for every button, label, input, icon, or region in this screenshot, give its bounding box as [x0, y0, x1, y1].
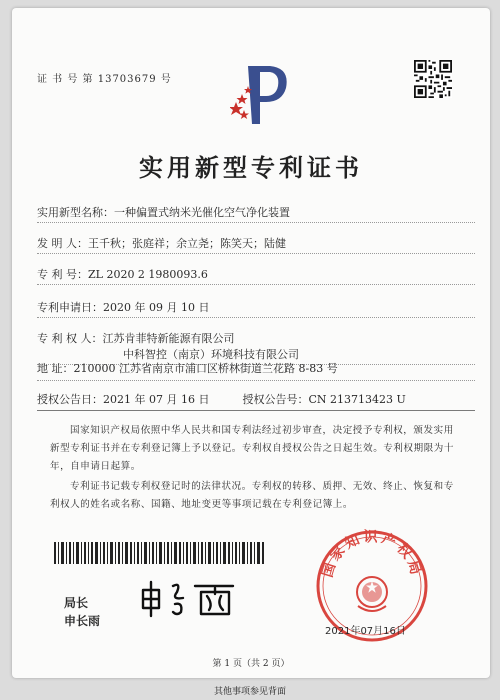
field-patent-no-row — [37, 266, 208, 282]
field-patent-no-label: 专 利 号： — [37, 268, 88, 281]
divider — [37, 222, 475, 223]
field-patentee-label: 专 利 权 人： — [37, 332, 103, 345]
qr-code-icon — [414, 60, 452, 98]
patent-office-emblem-icon — [230, 58, 300, 128]
field-name-value: 一种偏置式纳米光催化空气净化装置 — [114, 206, 290, 219]
field-address-row — [37, 360, 338, 376]
legal-status-paragraph — [50, 478, 470, 514]
field-grant-no-label: 授权公告号： — [242, 393, 309, 406]
divider — [37, 317, 475, 318]
handwritten-signature — [137, 578, 257, 618]
certificate-page — [12, 8, 490, 678]
paragraph-line: 专利证书记载专利权登记时的法律状况。专利权的转移、质押、无效、终止、恢复和专 — [70, 481, 454, 492]
field-filing-date-row — [37, 299, 209, 315]
footer-note: 其他事项参见背面 — [213, 687, 286, 697]
paragraph-line: 利权人的姓名或名称、国籍、地址变更等事项记载在专利登记簿上。 — [50, 499, 354, 510]
seal-date: 2021年07月16日 — [325, 626, 406, 637]
field-name-label: 实用新型名称： — [37, 206, 114, 219]
paragraph-line: 国家知识产权局依照中华人民共和国专利法经过初步审查，决定授予专利权，颁发实用 — [70, 425, 454, 436]
seal-text: 国家知识产权局 — [319, 529, 425, 580]
field-grant-row — [37, 391, 406, 407]
certificate-title: 实用新型专利证书 — [139, 153, 363, 182]
field-inventor-label: 发 明 人： — [37, 237, 88, 250]
certificate-number: 证 书 号 第 13703679 号 — [37, 74, 172, 85]
field-address-value: 210000 江苏省南京市浦口区桥林街道兰花路 8-83 号 — [73, 362, 338, 375]
paragraph-line: 年，自申请日起算。 — [50, 461, 141, 472]
divider — [37, 380, 475, 381]
field-patentee-value-1: 江苏肯菲特新能源有限公司 — [102, 332, 235, 345]
barcode-icon — [54, 542, 264, 564]
divider — [37, 253, 475, 254]
field-grant-no-value: CN 213713423 U — [308, 393, 406, 406]
field-name-row — [37, 204, 290, 220]
field-filing-date-label: 专利申请日： — [37, 301, 103, 314]
divider — [37, 284, 475, 285]
signatory-title: 局长 — [64, 596, 89, 610]
page-number: 第 1 页（共 2 页） — [212, 659, 290, 669]
field-patent-no-value: ZL 2020 2 1980093.6 — [88, 268, 208, 281]
field-inventor-value: 王千秋；张庭祥；余立尧；陈笑天；陆健 — [88, 237, 286, 250]
grant-paragraph — [50, 422, 470, 476]
signatory-name: 申长雨 — [64, 614, 101, 628]
field-grant-date-label: 授权公告日： — [37, 393, 103, 406]
paragraph-line: 新型专利证书并在专利登记簿上予以登记。专利权自授权公告之日起生效。专利权期限为十 — [50, 443, 455, 454]
field-patentee-row — [37, 330, 235, 346]
svg-text:国家知识产权局 — [319, 529, 424, 580]
field-grant-date-value: 2021 年 07 月 16 日 — [103, 393, 210, 406]
field-patentee-value-2: 中科智控（南京）环境科技有限公司 — [123, 348, 299, 361]
field-address-label: 地 址： — [37, 362, 74, 375]
field-inventor-row — [37, 235, 286, 251]
field-filing-date-value: 2020 年 09 月 10 日 — [103, 301, 210, 314]
divider — [37, 410, 475, 411]
